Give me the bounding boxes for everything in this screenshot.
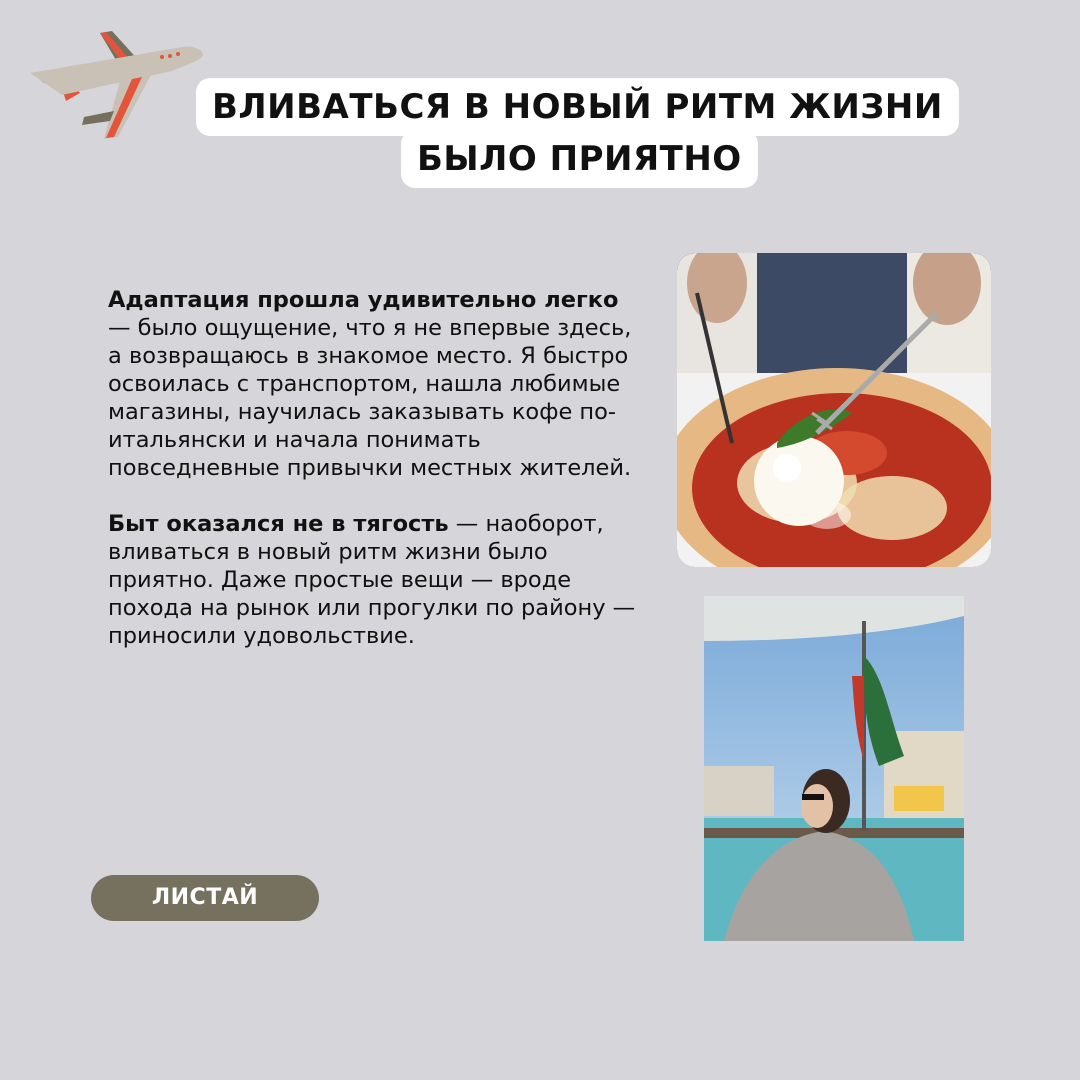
title-line-1: ВЛИВАТЬСЯ В НОВЫЙ РИТМ ЖИЗНИ (196, 78, 959, 136)
title-line-2: БЫЛО ПРИЯТНО (401, 130, 758, 188)
paragraph-text: — наоборот, вливаться в новый ритм жизни было приятно. Даже простые вещи — вроде похода на рынок или прогулки по району — приносили удовольствие. (108, 511, 636, 649)
paragraph-text: — было ощущение, что я не впервые здесь, а возвращаюсь в знакомое место. Я быстро освоилась с транспортом, нашла любимые магазины, научилась заказывать кофе по-итальянски и начала понимать повседневные привычки местных жителей. (108, 315, 632, 481)
paragraph-bold: Адаптация прошла удивительно легко (108, 287, 619, 313)
paragraph-adaptation (108, 286, 648, 482)
venice-boat-photo (704, 596, 964, 941)
airplane-icon (22, 25, 212, 145)
paragraph-bold: Быт оказался не в тягость (108, 511, 449, 537)
swipe-button[interactable]: ЛИСТАЙ (91, 875, 319, 921)
paragraph-daily-life (108, 510, 648, 650)
pizza-photo (677, 253, 991, 567)
body-text (108, 286, 648, 678)
